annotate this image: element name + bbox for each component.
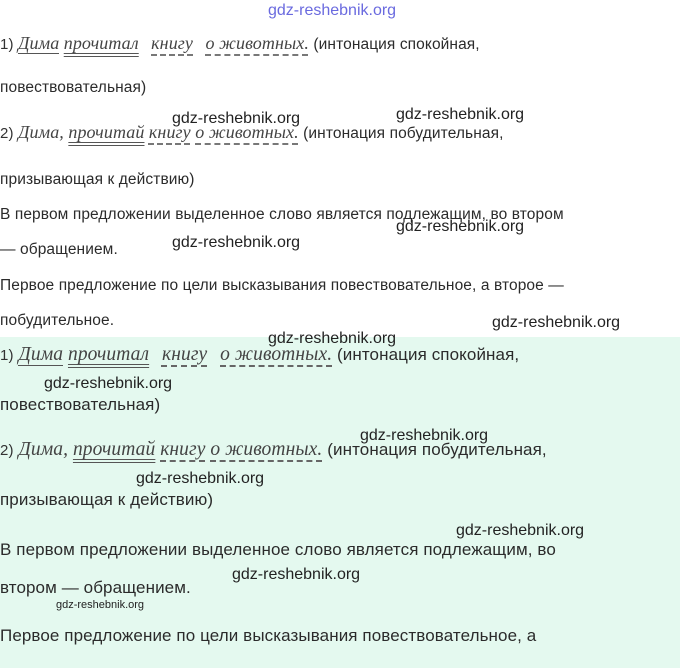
site-watermark: gdz-reshebnik.org bbox=[172, 110, 301, 127]
item-number: 2) bbox=[0, 125, 14, 142]
adverbial-phrase: о животных. bbox=[195, 122, 299, 142]
sentence-1-cont: повествовательная) bbox=[0, 395, 161, 414]
site-watermark: gdz-reshebnik.org bbox=[172, 234, 301, 251]
site-watermark: gdz-reshebnik.org bbox=[396, 106, 525, 123]
item-number: 2) bbox=[0, 442, 14, 459]
sentence-note: (интонация спокойная, bbox=[308, 36, 480, 53]
sentence-1 bbox=[0, 33, 480, 54]
predicate-word: прочитай bbox=[72, 439, 156, 460]
paragraph-2-line-2: побудительное. bbox=[0, 312, 115, 329]
adverbial-phrase: о животных. bbox=[220, 344, 333, 365]
site-watermark: gdz-reshebnik.org bbox=[360, 427, 489, 444]
site-watermark: gdz-reshebnik.org bbox=[456, 522, 585, 539]
predicate-word: прочитал bbox=[63, 33, 139, 53]
site-watermark: gdz-reshebnik.org bbox=[44, 375, 173, 392]
site-watermark: gdz-reshebnik.org bbox=[268, 2, 397, 19]
paragraph-2-line-1: Первое предложение по цели высказывания повествовательное, а второе — bbox=[0, 277, 564, 294]
paragraph-1-line-1: В первом предложении выделенное слово является подлежащим, во втором bbox=[0, 206, 564, 223]
site-watermark: gdz-reshebnik.org bbox=[232, 566, 361, 583]
predicate-word: прочитал bbox=[67, 344, 150, 365]
item-number: 1) bbox=[0, 36, 14, 53]
sentence-1 bbox=[0, 344, 519, 366]
object-word: книгу bbox=[160, 439, 206, 460]
site-watermark: gdz-reshebnik.org bbox=[492, 314, 621, 331]
subject-word: Дима bbox=[17, 33, 60, 53]
paragraph-1-line-2: — обращением. bbox=[0, 241, 118, 258]
adverbial-phrase: о животных. bbox=[205, 33, 309, 53]
paragraph-1-line-2: втором — обращением. bbox=[0, 578, 191, 597]
sentence-2-cont: призывающая к действию) bbox=[0, 490, 214, 509]
site-watermark: gdz-reshebnik.org bbox=[396, 218, 525, 235]
paragraph-1-line-1: В первом предложении выделенное слово является подлежащим, во bbox=[0, 540, 556, 559]
sentence-note: (интонация спокойная, bbox=[332, 345, 520, 364]
sentence-note: (интонация побудительная, bbox=[322, 440, 547, 459]
sentence-1-cont: повествовательная) bbox=[0, 79, 147, 96]
site-watermark: gdz-reshebnik.org bbox=[56, 599, 145, 611]
address-word: Дима, bbox=[17, 122, 64, 142]
site-watermark: gdz-reshebnik.org bbox=[136, 470, 265, 487]
adverbial-phrase: о животных. bbox=[210, 439, 323, 460]
object-word: книгу bbox=[161, 344, 208, 365]
sentence-2-cont: призывающая к действию) bbox=[0, 171, 195, 188]
object-word: книгу bbox=[148, 122, 191, 142]
sentence-note: (интонация побудительная, bbox=[298, 125, 504, 142]
subject-word: Дима bbox=[18, 344, 64, 365]
address-word: Дима, bbox=[18, 439, 69, 460]
paragraph-2-line-1: Первое предложение по цели высказывания повествовательное, а bbox=[0, 626, 537, 645]
site-watermark: gdz-reshebnik.org bbox=[268, 330, 397, 347]
predicate-word: прочитай bbox=[68, 122, 145, 142]
item-number: 1) bbox=[0, 347, 14, 364]
object-word: книгу bbox=[151, 33, 194, 53]
